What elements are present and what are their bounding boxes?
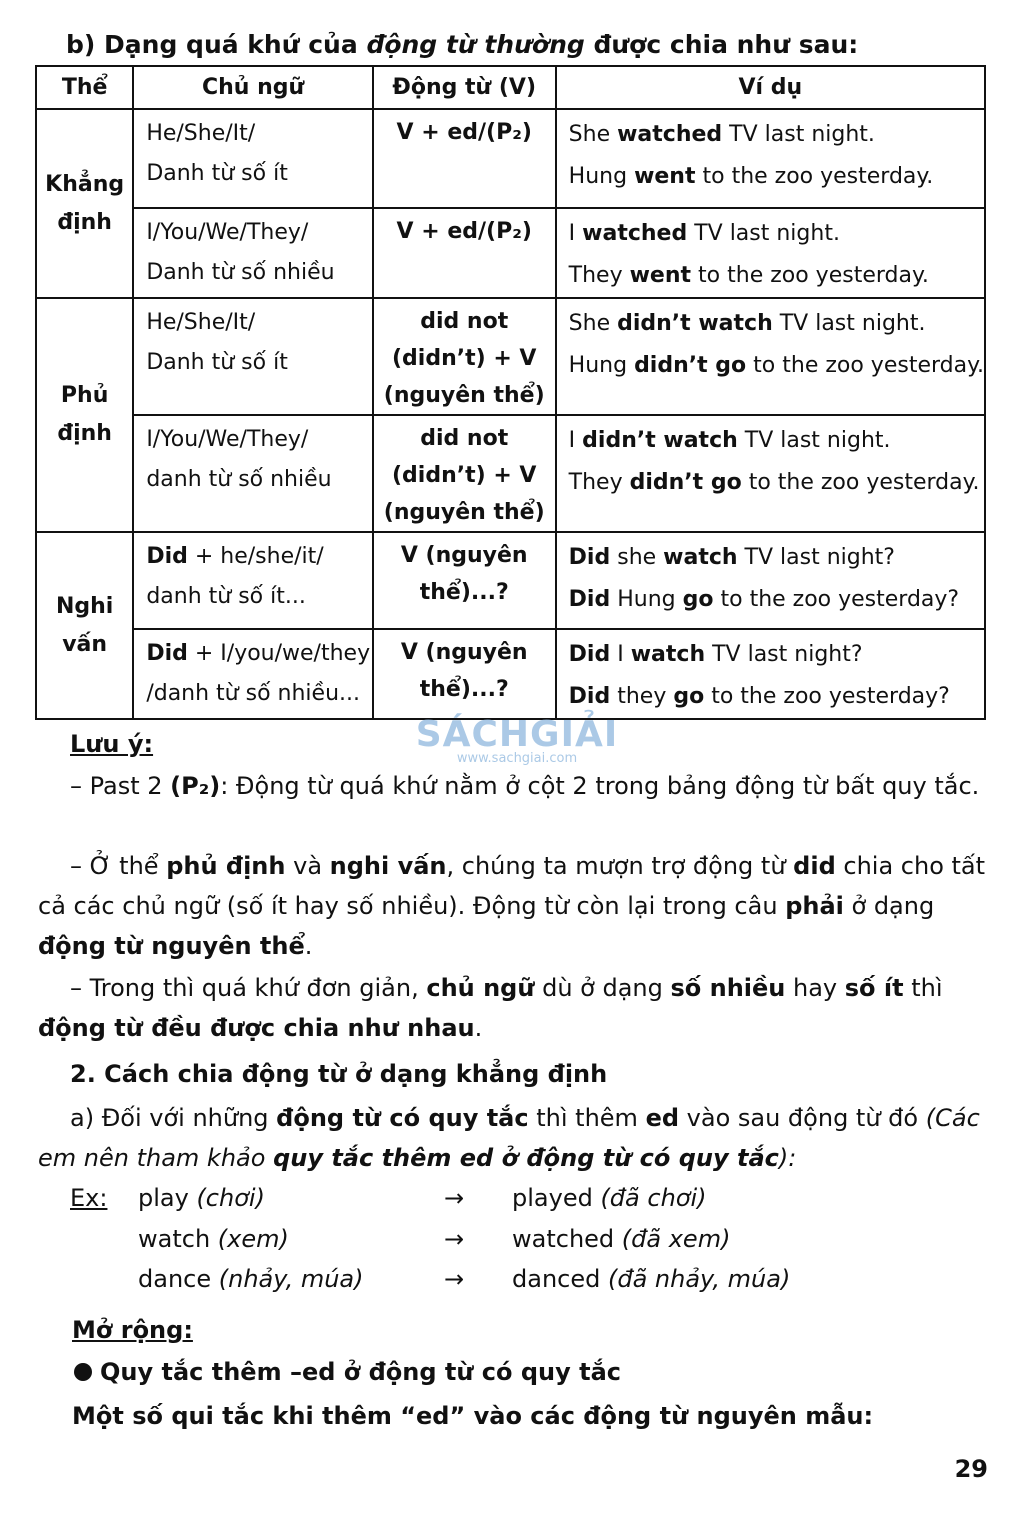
note-paragraph-3: – Trong thì quá khứ đơn giản, chủ ngữ dù ở dạng số nhiều hay số ít thì động từ đều được chia như nhau. xyxy=(38,974,943,1042)
bullet-icon xyxy=(74,1363,92,1381)
table-header-row xyxy=(36,66,985,109)
section-2-title: 2. Cách chia động từ ở dạng khẳng định xyxy=(70,1060,608,1088)
section-2-paragraph-a: a) Đối với những động từ có quy tắc thì thêm ed vào sau động từ đó (Các em nên tham khảo quy tắc thêm ed ở động từ có quy tắc): xyxy=(38,1104,980,1172)
example-base: play (chơi) xyxy=(138,1184,265,1212)
arrow-icon: → xyxy=(444,1265,465,1293)
header-chu-ngu: Chủ ngữ xyxy=(133,66,372,109)
table-row xyxy=(36,415,985,532)
rule-title: Quy tắc thêm –ed ở động từ có quy tắc xyxy=(74,1352,1022,1392)
example-cell: Did she watch TV last night? Did Hung go to the zoo yesterday? xyxy=(556,532,985,629)
watermark-url: www.sachgiai.com xyxy=(456,751,578,766)
example-past: danced (đã nhảy, múa) xyxy=(512,1265,791,1293)
table-row xyxy=(36,298,985,415)
section-heading: b) Dạng quá khứ của động từ thường được chia như sau: xyxy=(66,30,859,59)
past-tense-table xyxy=(35,65,986,720)
example-past: played (đã chơi) xyxy=(512,1184,707,1212)
table-row xyxy=(36,532,985,629)
verb-cell: did not (didn’t) + V (nguyên thể) xyxy=(373,415,556,532)
verb-cell: V + ed/(P₂) xyxy=(373,208,556,298)
arrow-icon: → xyxy=(444,1225,465,1253)
group-label-negative: Phủ định xyxy=(36,298,133,532)
extend-title: Mở rộng: xyxy=(72,1316,193,1344)
subject-cell: He/She/It/ Danh từ số ít xyxy=(133,298,372,415)
arrow-icon: → xyxy=(444,1184,465,1212)
example-cell: She didn’t watch TV last night. Hung didn’t go to the zoo yesterday. xyxy=(556,298,985,415)
table-row xyxy=(36,629,985,719)
example-cell: Did I watch TV last night? Did they go to the zoo yesterday? xyxy=(556,629,985,719)
subject-cell: He/She/It/ Danh từ số ít xyxy=(133,109,372,208)
subject-cell: Did + I/you/we/they /danh từ số nhiều... xyxy=(133,629,372,719)
verb-cell: V (nguyên thể)...? xyxy=(373,629,556,719)
example-cell: I didn’t watch TV last night. They didn’t go to the zoo yesterday. xyxy=(556,415,985,532)
ex-label: Ex: xyxy=(70,1184,108,1212)
header-vi-du: Ví dụ xyxy=(556,66,985,109)
header-the: Thể xyxy=(36,66,133,109)
verb-cell: did not (didn’t) + V (nguyên thể) xyxy=(373,298,556,415)
example-cell: She watched TV last night. Hung went to the zoo yesterday. xyxy=(556,109,985,208)
verb-cell: V + ed/(P₂) xyxy=(373,109,556,208)
example-base: watch (xem) xyxy=(138,1225,289,1253)
note-paragraph-2: – Ở thể phủ định và nghi vấn, chúng ta mượn trợ động từ did chia cho tất cả các chủ ngữ (số ít hay số nhiều). Động từ còn lại trong câu phải ở dạng động từ nguyên thể. xyxy=(38,852,986,960)
subject-cell: I/You/We/They/ Danh từ số nhiều xyxy=(133,208,372,298)
note-paragraph-1: – Past 2 (P₂): Động từ quá khứ nằm ở cột 2 trong bảng động từ bất quy tắc. xyxy=(70,772,980,800)
rule-subtitle: Một số qui tắc khi thêm “ed” vào các động từ nguyên mẫu: xyxy=(72,1402,874,1430)
subject-cell: Did + he/she/it/ danh từ số ít... xyxy=(133,532,372,629)
watermark-logo: SÁCHGIẢI xyxy=(415,714,619,755)
example-past: watched (đã xem) xyxy=(512,1225,731,1253)
example-cell: I watched TV last night. They went to the zoo yesterday. xyxy=(556,208,985,298)
subject-cell: I/You/We/They/ danh từ số nhiều xyxy=(133,415,372,532)
group-label-question: Nghi vấn xyxy=(36,532,133,719)
note-title: Lưu ý: xyxy=(70,730,154,758)
table-row xyxy=(36,208,985,298)
page-number: 29 xyxy=(954,1455,988,1483)
verb-cell: V (nguyên thể)...? xyxy=(373,532,556,629)
header-dong-tu: Động từ (V) xyxy=(373,66,556,109)
group-label-affirmative: Khẳng định xyxy=(36,109,133,298)
table-row xyxy=(36,109,985,208)
example-base: dance (nhảy, múa) xyxy=(138,1265,364,1293)
